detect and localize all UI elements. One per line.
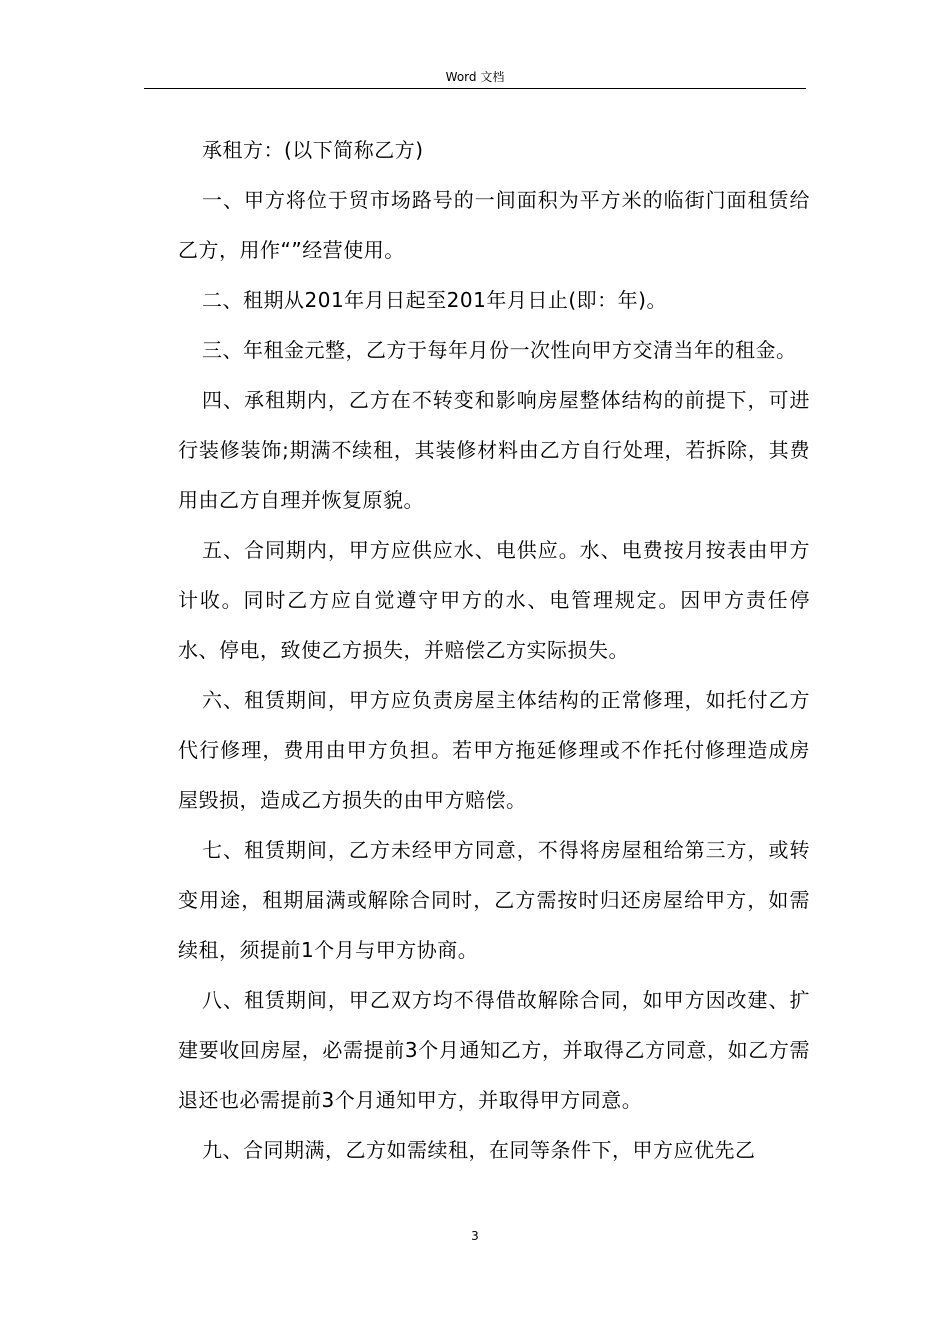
paragraph-clause-8: 八、租赁期间，甲乙双方均不得借故解除合同，如甲方因改建、扩建要收回房屋，必需提前3个月通知乙方，并取得乙方同意，如乙方需退还也必需提前3个月通知甲方，并取得甲方同意。 <box>178 988 810 1112</box>
paragraph-clause-9: 九、合同期满，乙方如需续租，在同等条件下，甲方应优先乙 <box>202 1138 756 1162</box>
paragraph-clause-2: 二、租期从201年月日起至201年月日止(即：年)。 <box>202 288 667 312</box>
paragraph-lessee: 承租方：(以下简称乙方) <box>202 138 424 162</box>
paragraph-clause-6: 六、租赁期间，甲方应负责房屋主体结构的正常修理，如托付乙方代行修理，费用由甲方负担。若甲方拖延修理或不作托付修理造成房屋毁损，造成乙方损失的由甲方赔偿。 <box>178 688 810 812</box>
page-header <box>144 66 806 89</box>
paragraph-clause-1: 一、甲方将位于贸市场路号的一间面积为平方米的临街门面租赁给乙方，用作“”经营使用。 <box>178 188 810 262</box>
document-body <box>178 125 810 1175</box>
paragraph-clause-7: 七、租赁期间，乙方未经甲方同意，不得将房屋租给第三方，或转变用途，租期届满或解除合同时，乙方需按时归还房屋给甲方，如需续租，须提前1个月与甲方协商。 <box>178 838 810 962</box>
header-title: Word 文档 <box>445 70 505 84</box>
page-number: 3 <box>471 1229 479 1243</box>
paragraph-clause-3: 三、年租金元整，乙方于每年月份一次性向甲方交清当年的租金。 <box>202 338 797 362</box>
paragraph-clause-5: 五、合同期内，甲方应供应水、电供应。水、电费按月按表由甲方计收。同时乙方应自觉遵守甲方的水、电管理规定。因甲方责任停水、停电，致使乙方损失，并赔偿乙方实际损失。 <box>178 538 810 662</box>
paragraph-clause-4: 四、承租期内，乙方在不转变和影响房屋整体结构的前提下，可进行装修装饰;期满不续租，其装修材料由乙方自行处理，若拆除，其费用由乙方自理并恢复原貌。 <box>178 388 810 512</box>
